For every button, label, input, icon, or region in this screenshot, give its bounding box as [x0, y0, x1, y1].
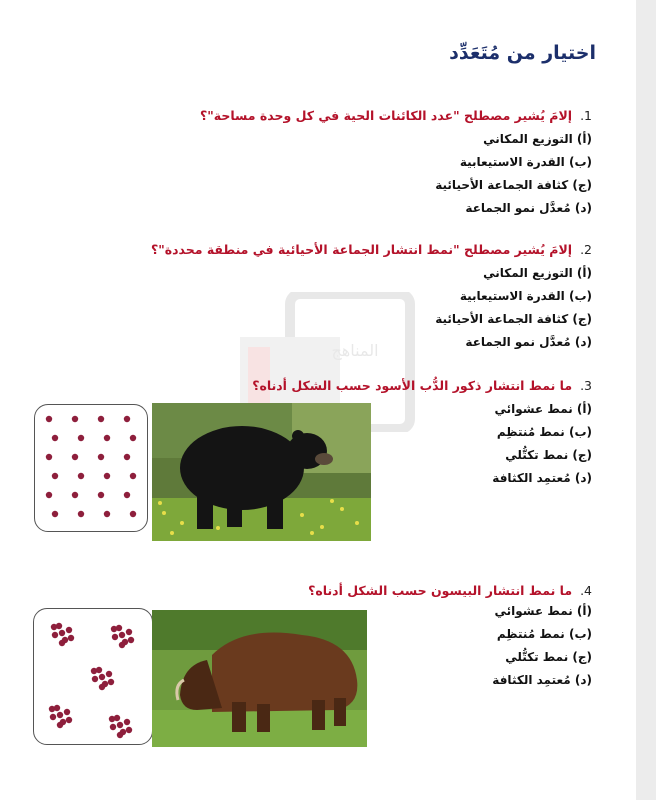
option-d[interactable]: (د) مُعتمِد الكثافة [492, 471, 592, 485]
question-number: 4. [580, 583, 592, 598]
organism-dot [92, 676, 98, 682]
question-text: إلامَ يُشير مصطلح "عدد الكائنات الحية في كل وحدة مساحة"؟ [200, 108, 573, 123]
watermark-text: المناهج [331, 341, 379, 360]
organism-dot [104, 435, 110, 441]
option-c[interactable]: (ج) نمط تكتُّلي [505, 448, 592, 462]
organism-dot [49, 706, 55, 712]
organism-dot [99, 674, 105, 680]
organism-dot [110, 724, 116, 730]
organism-dot [52, 632, 58, 638]
option-b[interactable]: (ب) القدرة الاستيعابية [459, 155, 592, 169]
organism-dot [57, 712, 63, 718]
option-a[interactable]: (أ) التوزيع المكاني [483, 132, 592, 146]
organism-dot [72, 416, 78, 422]
clumped-distribution-diagram [33, 608, 153, 745]
organism-dot [130, 511, 136, 517]
organism-dot [124, 416, 130, 422]
organism-dot [78, 435, 84, 441]
uniform-distribution-diagram [34, 404, 148, 532]
organism-dot [52, 511, 58, 517]
organism-dot [126, 629, 132, 635]
option-a[interactable]: (أ) نمط عشوائي [494, 402, 592, 416]
organism-dot [59, 630, 65, 636]
question-text: ما نمط انتشار ذكور الدُّب الأسود حسب الشكل أدناه؟ [252, 378, 573, 393]
organism-dot [64, 709, 70, 715]
organism-dot [104, 473, 110, 479]
organism-dot [119, 642, 125, 648]
organism-dot [52, 435, 58, 441]
option-c[interactable]: (ج) كثافة الجماعة الأحيائية [435, 178, 592, 192]
question-4 [308, 583, 592, 598]
options-1 [435, 128, 592, 220]
organism-dot [57, 722, 63, 728]
organism-dot [124, 719, 130, 725]
organism-dot [78, 473, 84, 479]
option-d[interactable]: (د) مُعدَّل نمو الجماعة [465, 201, 592, 215]
organism-dot [126, 727, 132, 733]
organism-dot [46, 492, 52, 498]
question-number: 2. [580, 242, 592, 257]
organism-dot [130, 435, 136, 441]
organism-dot [106, 671, 112, 677]
option-a[interactable]: (أ) التوزيع المكاني [483, 266, 592, 280]
option-b[interactable]: (ب) القدرة الاستيعابية [459, 289, 592, 303]
organism-dot [104, 511, 110, 517]
options-2 [435, 262, 592, 354]
option-b[interactable]: (ب) نمط مُنتظِم [496, 627, 592, 641]
organism-dot [78, 511, 84, 517]
organism-dot [108, 679, 114, 685]
organism-dot [111, 626, 117, 632]
question-1 [200, 108, 592, 123]
organism-dot [50, 714, 56, 720]
organism-dot [117, 722, 123, 728]
organism-dot [98, 416, 104, 422]
organism-dot [72, 492, 78, 498]
option-c[interactable]: (ج) نمط تكتُّلي [505, 650, 592, 664]
organism-dot [66, 717, 72, 723]
organism-dot [51, 624, 57, 630]
bison-photo [152, 610, 367, 747]
page-title: اختيار من مُتَعَدِّد [449, 42, 596, 64]
organism-dot [124, 454, 130, 460]
options-4 [492, 600, 592, 692]
option-a[interactable]: (أ) نمط عشوائي [494, 604, 592, 618]
organism-dot [66, 627, 72, 633]
option-d[interactable]: (د) مُعدَّل نمو الجماعة [465, 335, 592, 349]
question-number: 1. [580, 108, 592, 123]
option-d[interactable]: (د) مُعتمِد الكثافة [492, 673, 592, 687]
organism-dot [99, 684, 105, 690]
options-3 [492, 398, 592, 490]
question-text: إلامَ يُشير مصطلح "نمط انتشار الجماعة الأحيائية في منطقة محددة"؟ [150, 242, 573, 257]
organism-dot [128, 637, 134, 643]
organism-dot [52, 473, 58, 479]
organism-dot [46, 416, 52, 422]
organism-dot [112, 634, 118, 640]
organism-dot [68, 635, 74, 641]
organism-dot [91, 668, 97, 674]
organism-dot [117, 732, 123, 738]
option-c[interactable]: (ج) كثافة الجماعة الأحيائية [435, 312, 592, 326]
organism-dot [109, 716, 115, 722]
organism-dot [98, 492, 104, 498]
question-3 [252, 378, 592, 393]
question-text: ما نمط انتشار البيسون حسب الشكل أدناه؟ [308, 583, 573, 598]
option-b[interactable]: (ب) نمط مُنتظِم [496, 425, 592, 439]
organism-dot [124, 492, 130, 498]
organism-dot [46, 454, 52, 460]
organism-dot [59, 640, 65, 646]
organism-dot [98, 454, 104, 460]
black-bear-photo [152, 403, 371, 541]
organism-dot [119, 632, 125, 638]
organism-dot [130, 473, 136, 479]
question-number: 3. [580, 378, 592, 393]
organism-dot [72, 454, 78, 460]
question-2 [151, 242, 592, 257]
